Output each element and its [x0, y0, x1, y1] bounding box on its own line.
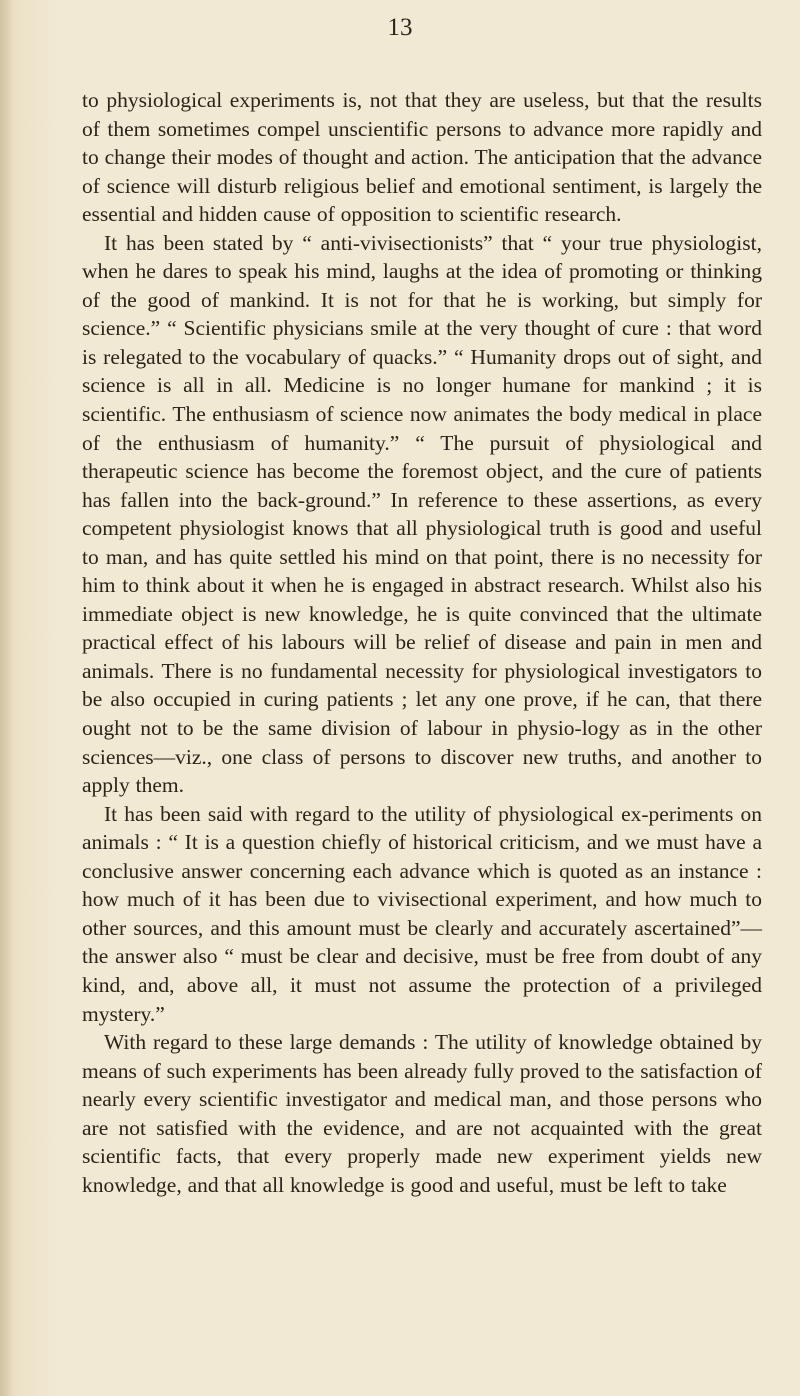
page-number: 13: [387, 14, 413, 41]
paragraph-1: to physiological experiments is, not that they are useless, but that the results of them sometimes compel unscientific persons to advance more rapidly and to change their modes of thought and action. The anticipation that the advance of science will disturb religious belief and emotional sentiment, is largely the essential and hidden cause of opposition to scientific research.: [82, 88, 762, 227]
paragraph-3: It has been said with regard to the utility of physiological ex-periments on animals : “ It is a question chiefly of historical criticism, and we must have a conclusive answer concerning each advance which is quoted as an instance : how much of it has been due to vivisectional experiment, and how much to other sources, and this amount must be clearly and accurately ascertained”—the answer also “ must be clear and decisive, must be free from doubt of any kind, and, above all, it must not assume the protection of a privileged mystery.”: [82, 801, 762, 1026]
paragraph-2: It has been stated by “ anti-vivisectionists” that “ your true physiologist, when he dares to speak his mind, laughs at the idea of promoting or thinking of the good of mankind. It is not for that he is working, but simply for science.” “ Scientific physicians smile at the very thought of cure : that word is relegated to the vocabulary of quacks.” “ Humanity drops out of sight, and science is all in all. Medicine is no longer humane for mankind ; it is scientific. The enthusiasm of science now animates the body medical in place of the enthusiasm of humanity.” “ The pursuit of physiological and therapeutic science has become the foremost object, and the cure of patients has fallen into the back-ground.” In reference to these assertions, as every competent physiologist knows that all physiological truth is good and useful to man, and has quite settled his mind on that point, there is no necessity for him to think about it when he is engaged in abstract research. Whilst also his immediate object is new knowledge, he is quite convinced that the ultimate practical effect of his labours will be relief of disease and pain in men and animals. There is no fundamental necessity for physiological investigators to be also occupied in curing patients ; let any one prove, if he can, that there ought not to be the same division of labour in physio-logy as in the other sciences—viz., one class of persons to discover new truths, and another to apply them.: [82, 230, 762, 798]
paragraph-4: With regard to these large demands : The utility of knowledge obtained by means of such experiments has been already fully proved to the satisfaction of nearly every scientific investigator and medical man, and those persons who are not satisfied with the evidence, and are not acquainted with the great scientific facts, that every properly made new experiment yields new knowledge, and that all knowledge is good and useful, must be left to take: [82, 1030, 762, 1197]
body-text: [82, 86, 762, 1199]
binding-shadow: [0, 0, 14, 1396]
